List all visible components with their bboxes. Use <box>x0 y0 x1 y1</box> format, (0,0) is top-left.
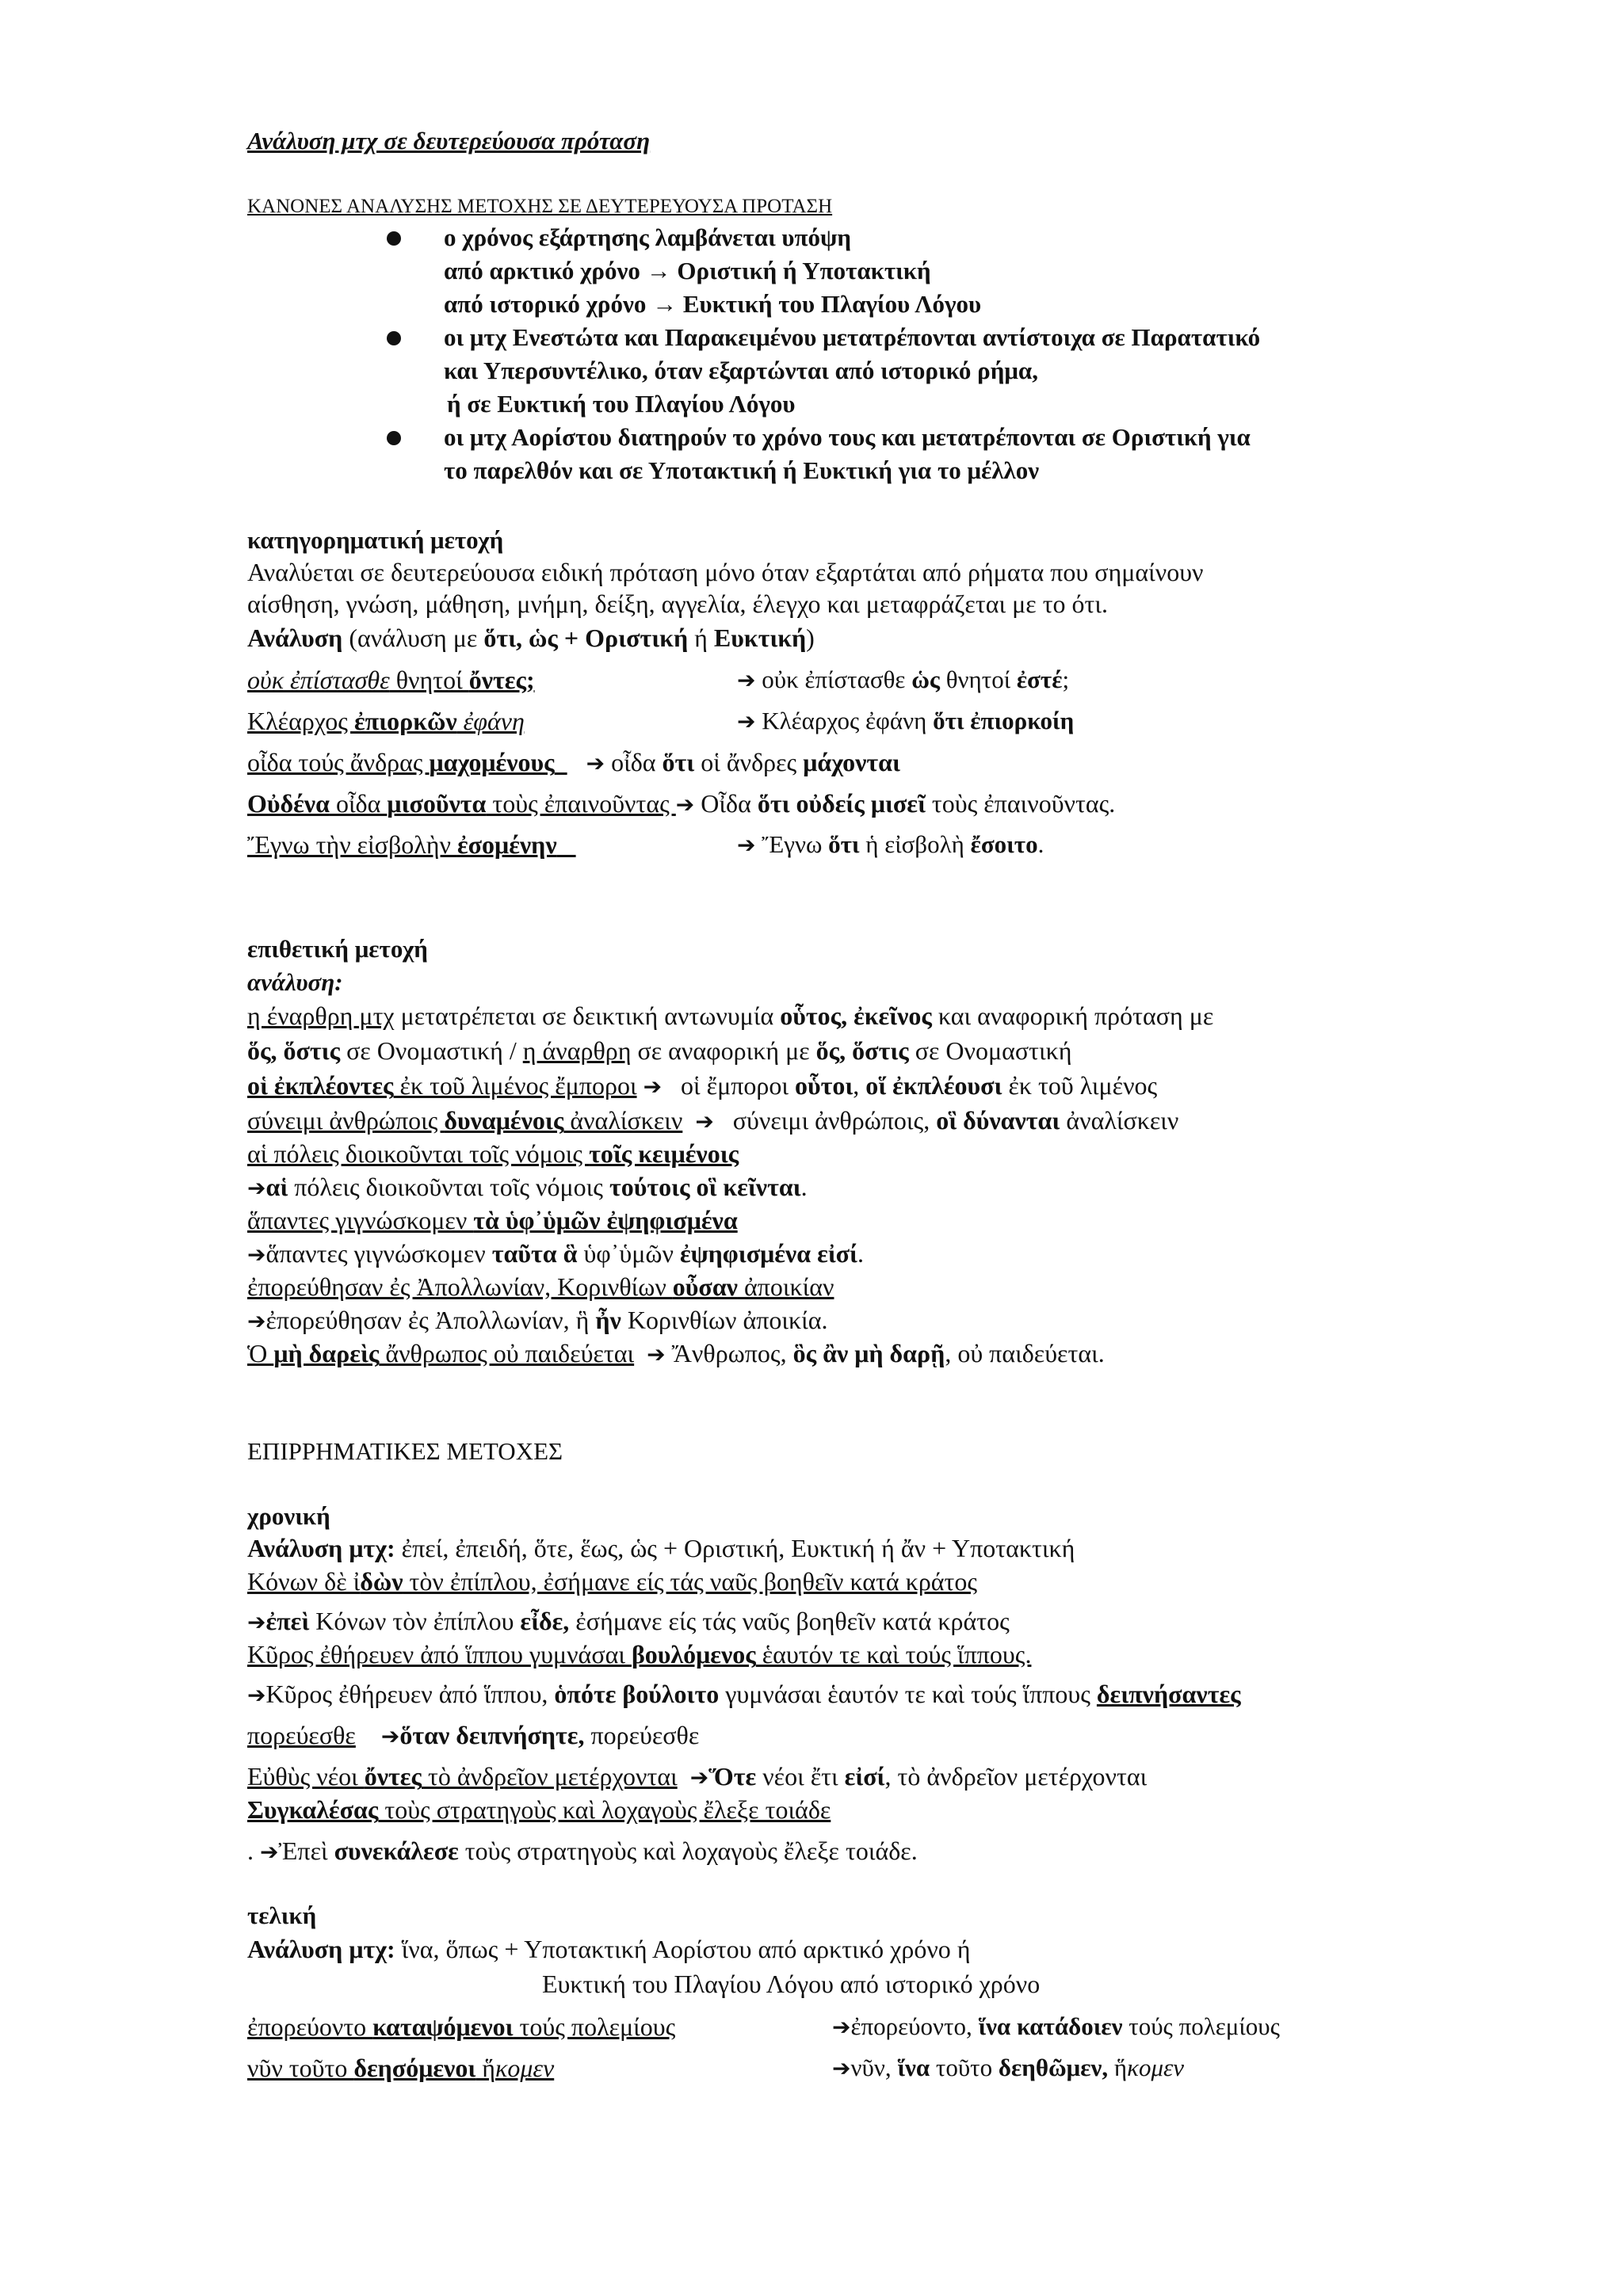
sub-heading-tel: τελική <box>247 1901 317 1929</box>
kat-desc-1: Αναλύεται σε δευτερεύουσα ειδική πρόταση μόνο όταν εξαρτάται από ρήματα που σημαίνουν <box>247 558 1204 586</box>
arrow-icon: ➔ <box>695 1108 714 1135</box>
sub-heading-chr: χρονική <box>247 1502 330 1530</box>
chr-line-6: Εὐθὺς νέοι ὄντες τὸ ἀνδρεῖον μετέρχονται ➔Ὅτε νέοι ἔτι εἰσί, τὸ ἀνδρεῖον μετέρχονται <box>247 1762 1148 1791</box>
chr-line-3: Κῦρος ἐθήρευεν ἀπό ἵππου γυμνάσαι βουλόμενος ἑαυτόν τε καὶ τούς ἵππους. <box>247 1640 1032 1669</box>
kat-analysis: Ανάλυση (ανάλυση με ὅτι, ὡς + Οριστική ή Ευκτική) <box>247 624 815 652</box>
kat-desc-2: αίσθηση, γνώση, μάθηση, μνήμη, δείξη, αγγελία, έλεγχο και μεταφράζεται με το ότι. <box>247 589 1109 618</box>
tel-line-2: νῦν τοῦτο δεησόμενοι ἥκομεν <box>247 2054 555 2082</box>
chr-analysis: Ανάλυση μτχ: ἐπεί, ἐπειδή, ὅτε, ἕως, ὡς + Οριστική, Ευκτική ή ἄν + Υποτακτική <box>247 1534 1075 1562</box>
arrow-icon: ➔ <box>737 708 756 734</box>
kat-example-4: Οὐδένα οἶδα μισοῦντα τοὺς ἐπαινοῦντας ➔ Οἶδα ὅτι οὐδείς μισεῖ τοὺς ἐπαινοῦντας. <box>247 789 1116 818</box>
arrow-icon: ➔ <box>737 832 756 858</box>
arrow-icon: ➔ <box>643 1074 663 1100</box>
tel-analysis-2: Ευκτική του Πλαγίου Λόγου από ιστορικό χρόνο <box>542 1970 1041 1998</box>
tel-analysis-line-1: ➔ἐπορεύοντο, ἵνα κατάδοιεν τούς πολεμίους <box>832 2012 1280 2040</box>
rule-2b: ή σε Ευκτική του Πλαγίου Λόγου <box>447 390 796 418</box>
epi-line-10: ➔ἐπορεύθησαν ἐς Ἀπολλωνίαν, ἣ ἦν Κορινθίων ἀποικία. <box>247 1306 828 1334</box>
epi-line-7: ἅπαντες γιγνώσκομεν τὰ ὑφ᾿ὑμῶν ἐψηφισμένα <box>247 1206 738 1234</box>
epi-line-6: ➔αἱ πόλεις διοικοῦνται τοῖς νόμοις τούτοις οἳ κεῖνται. <box>247 1173 808 1201</box>
page-title: Ανάλυση μτχ σε δευτερεύουσα πρόταση <box>247 127 651 154</box>
epi-line-11: Ὁ μὴ δαρεὶς ἄνθρωπος οὐ παιδεύεται ➔ Ἄνθρωπος, ὃς ἂν μὴ δαρῇ, οὐ παιδεύεται. <box>247 1339 1105 1367</box>
tel-analysis-line-2: ➔νῦν, ἵνα τοῦτο δεηθῶμεν, ἥκομεν <box>832 2054 1184 2081</box>
bullet-icon <box>387 431 401 445</box>
rule-2: οι μτχ Ενεστώτα και Παρακειμένου μετατρέπονται αντίστοιχα σε Παρατατικό <box>444 323 1261 351</box>
rule-1a: από αρκτικό χρόνο → Οριστική ή Υποτακτική <box>444 257 931 284</box>
epi-line-5: αἱ πόλεις διοικοῦνται τοῖς νόμοις τοῖς κειμένοις <box>247 1139 739 1168</box>
arrow-icon: ➔ <box>247 1682 266 1708</box>
bullet-icon <box>387 331 401 345</box>
epi-line-2: ὅς, ὅστις σε Ονομαστική / η άναρθρη σε αναφορική με ὅς, ὅστις σε Ονομαστική <box>247 1036 1072 1065</box>
kat-analysis-2: ➔ Κλέαρχος ἐφάνη ὅτι ἐπιορκοίη <box>737 707 1075 734</box>
arrow-icon: ➔ <box>247 1609 266 1635</box>
tel-line-1: ἐπορεύοντο καταψόμενοι τούς πολεμίους <box>247 2012 676 2041</box>
chr-line-8: . ➔Ἐπεὶ συνεκάλεσε τοὺς στρατηγοὺς καὶ λοχαγοὺς ἔλεξε τοιάδε. <box>247 1836 918 1865</box>
epi-line-4: σύνειμι ἀνθρώποις δυναμένοις ἀναλίσκειν ➔ σύνειμι ἀνθρώποις, οἳ δύνανται ἀναλίσκειν <box>247 1106 1179 1135</box>
rule-3: οι μτχ Αορίστου διατηρούν το χρόνο τους και μετατρέπονται σε Οριστική για <box>444 423 1251 451</box>
section-heading-epir: ΕΠΙΡΡΗΜΑΤΙΚΕΣ ΜΕΤΟΧΕΣ <box>247 1437 563 1465</box>
arrow-icon: ➔ <box>260 1839 279 1865</box>
kat-analysis-1: ➔ οὐκ ἐπίστασθε ὡς θνητοί ἐστέ; <box>737 666 1070 693</box>
chr-line-7: Συγκαλέσας τοὺς στρατηγοὺς καὶ λοχαγοὺς ἔλεξε τοιάδε <box>247 1795 831 1824</box>
kat-example-2: Κλέαρχος ἐπιορκῶν ἐφάνη <box>247 707 525 735</box>
chr-line-2: ➔ἐπεὶ Κόνων τὸν ἐπίπλου εἶδε, ἐσήμανε είς τάς ναῦς βοηθεῖν κατά κράτος <box>247 1607 1010 1635</box>
bullet-icon <box>387 231 401 246</box>
section-heading-epi: επιθετική μετοχή <box>247 935 428 963</box>
arrow-icon: ➔ <box>586 750 605 776</box>
epi-line-9: ἐπορεύθησαν ἐς Ἀπολλωνίαν, Κορινθίων οὖσαν ἀποικίαν <box>247 1272 834 1301</box>
epi-line-3: οἱ ἐκπλέοντες ἐκ τοῦ λιμένος ἔμποροι ➔ οἱ ἔμποροι οὗτοι, οἵ ἐκπλέουσι ἐκ τοῦ λιμένος <box>247 1071 1158 1100</box>
epi-line-1: η έναρθρη μτχ μετατρέπεται σε δεικτική αντωνυμία οὗτος, ἐκεῖνος και αναφορική πρόταση με <box>247 1001 1214 1030</box>
rule-3a: το παρελθόν και σε Υποτακτική ή Ευκτική για το μέλλον <box>444 456 1040 484</box>
tel-analysis-1: Ανάλυση μτχ: ἵνα, ὅπως + Υποτακτική Αορίστου από αρκτικό χρόνο ή <box>247 1935 971 1963</box>
epi-analysis-label: ανάλυση: <box>247 968 343 996</box>
epi-line-8: ➔ἅπαντες γιγνώσκομεν ταῦτα ἃ ὑφ᾿ὑμῶν ἐψηφισμένα εἰσί. <box>247 1239 864 1268</box>
rule-1: ο χρόνος εξάρτησης λαμβάνεται υπόψη <box>444 223 851 251</box>
chr-line-4: ➔Κῦρος ἐθήρευεν ἀπό ἵππου, ὁπότε βούλοιτο γυμνάσαι ἑαυτόν τε καὶ τούς ἵππους δειπνήσαντες <box>247 1680 1241 1708</box>
rules-heading: ΚΑΝΟΝΕΣ ΑΝΑΛΥΣΗΣ ΜΕΤΟΧΗΣ ΣΕ ΔΕΥΤΕΡΕΥΟΥΣΑ ΠΡΟΤΑΣΗ <box>247 196 833 217</box>
arrow-icon: ➔ <box>737 667 756 693</box>
kat-example-1: οὐκ ἐπίστασθε θνητοί ὄντες; <box>247 666 535 694</box>
kat-analysis-5: ➔ Ἔγνω ὅτι ἡ εἰσβολὴ ἔσοιτο. <box>737 830 1044 858</box>
arrow-icon: ➔ <box>832 2014 851 2040</box>
chr-line-1: Κόνων δὲ ἰδὼν τὸν ἐπίπλου, ἐσήμανε είς τάς ναῦς βοηθεῖν κατά κράτος <box>247 1567 978 1596</box>
arrow-icon: ➔ <box>689 1764 709 1791</box>
arrow-icon: ➔ <box>832 2055 851 2081</box>
arrow-icon: ➔ <box>247 1175 266 1201</box>
arrow-icon: ➔ <box>247 1241 266 1268</box>
arrow-icon: ➔ <box>647 1341 666 1367</box>
arrow-icon: ➔ <box>675 791 695 818</box>
arrow-icon: ➔ <box>247 1308 266 1334</box>
rule-2a: και Υπερσυντέλικο, όταν εξαρτώνται από ιστορικό ρήμα, <box>444 357 1038 384</box>
kat-example-5: Ἔγνω τὴν εἰσβολὴν ἐσομένην <box>247 830 557 859</box>
section-heading-kat: κατηγορηματική μετοχή <box>247 526 504 554</box>
rule-1b: από ιστορικό χρόνο → Ευκτική του Πλαγίου Λόγου <box>444 290 982 318</box>
arrow-icon: ➔ <box>380 1723 400 1749</box>
kat-example-3: οἶδα τούς ἄνδρας μαχομένους ➔ οἶδα ὅτι οἱ ἄνδρες μάχονται <box>247 748 900 776</box>
chr-line-5: πορεύεσθε ➔ὅταν δειπνήσητε, πορεύεσθε <box>247 1721 700 1749</box>
